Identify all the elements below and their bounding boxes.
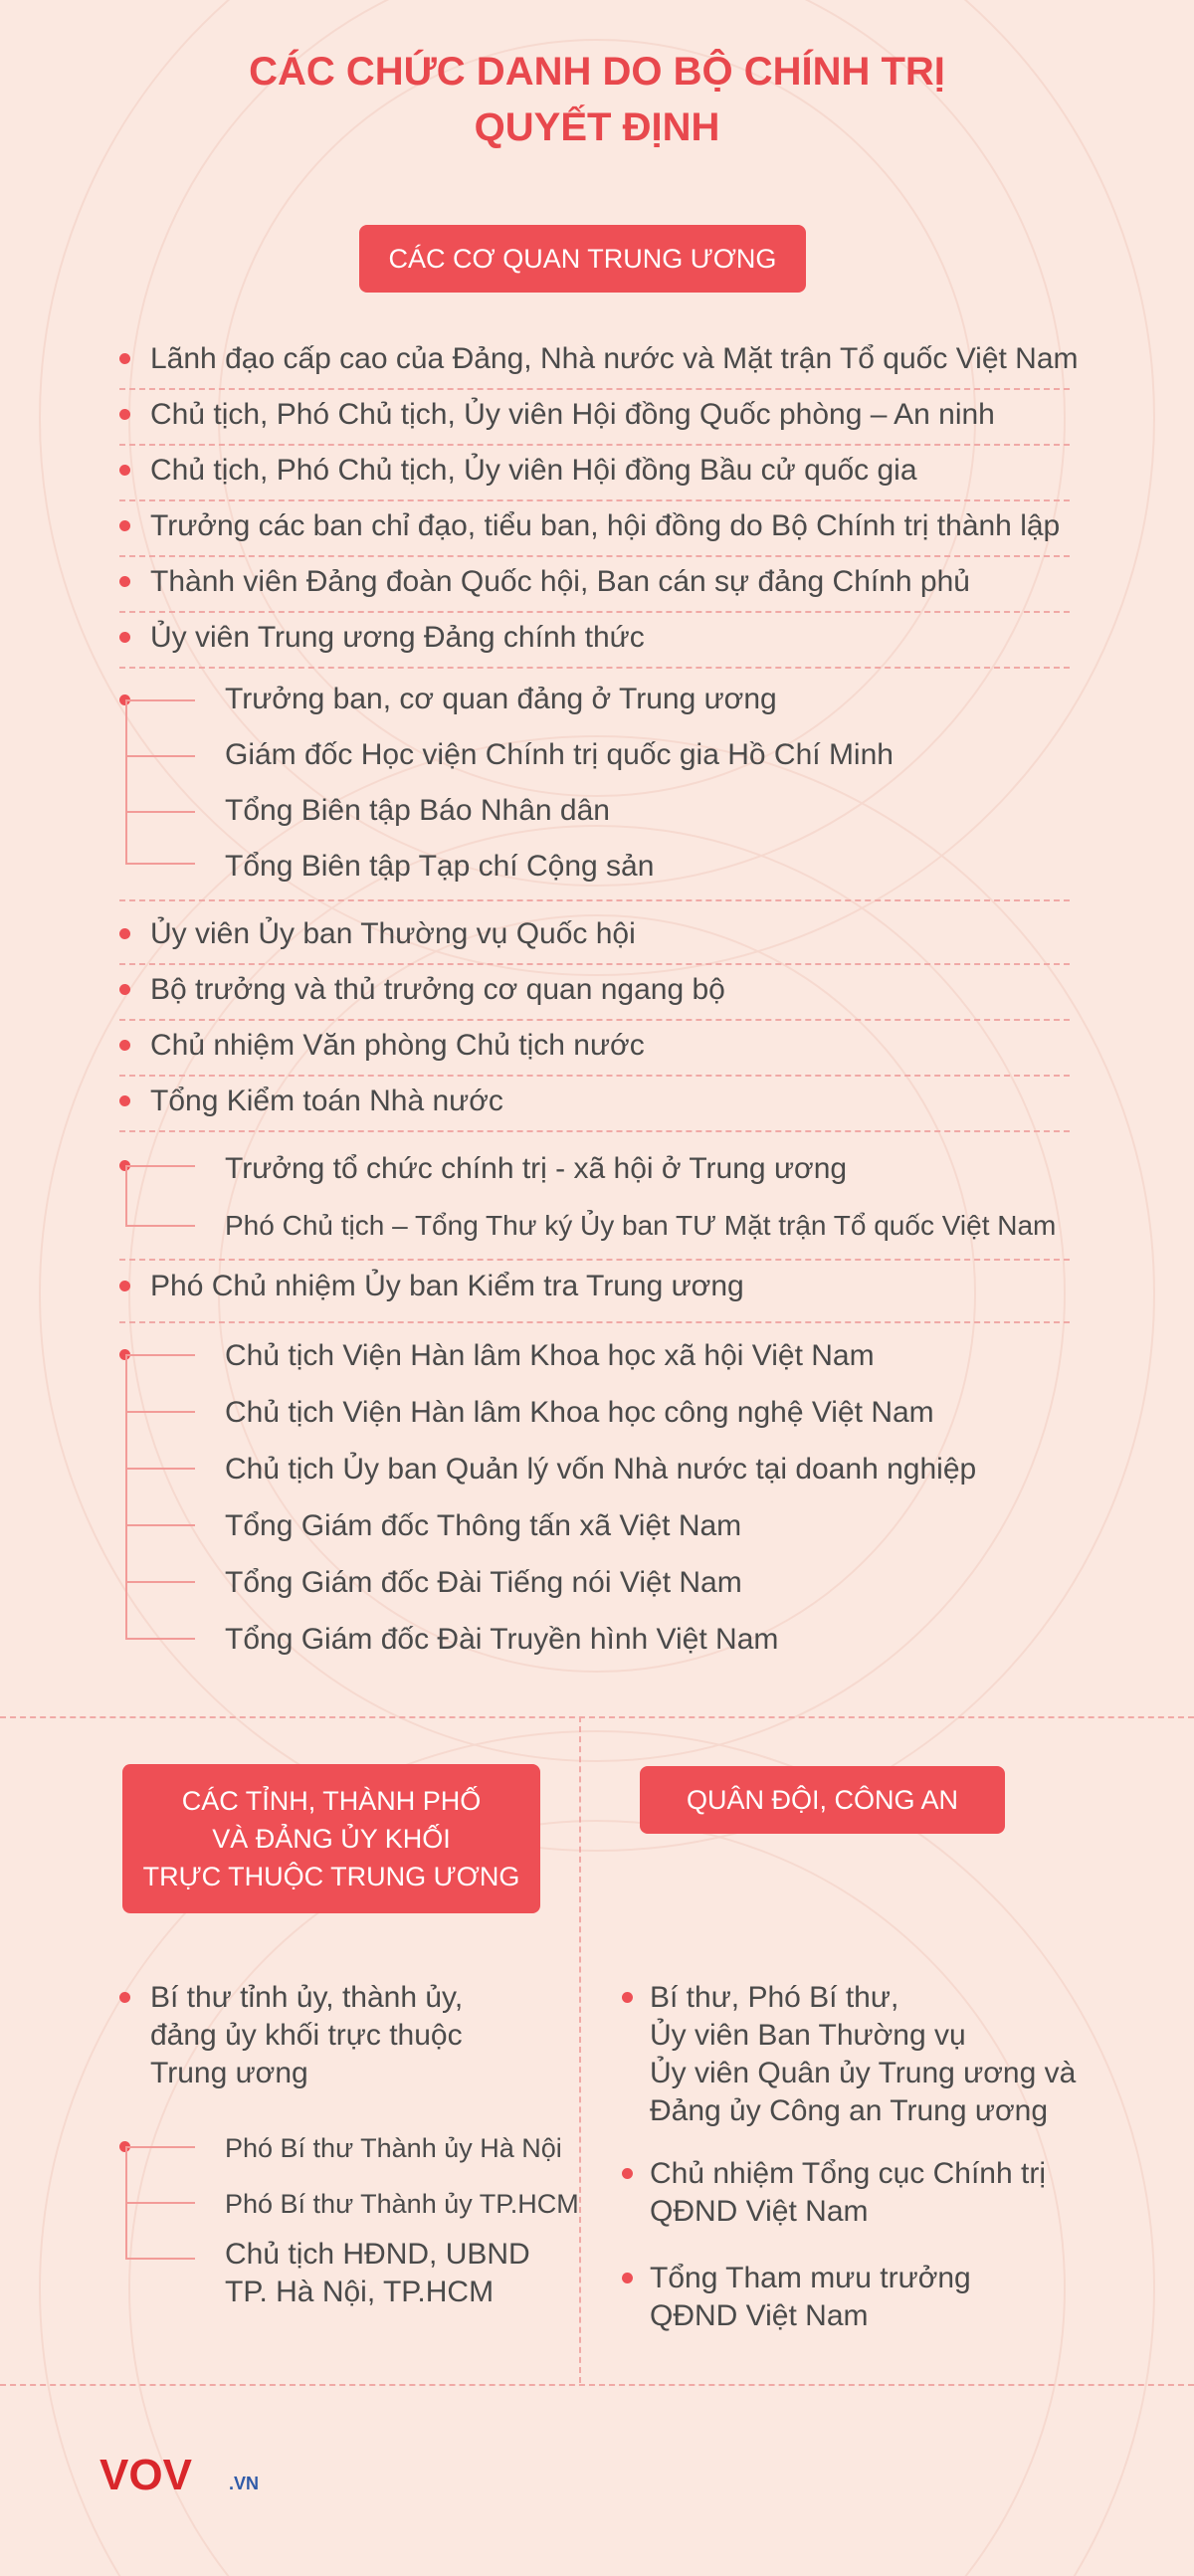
military-item2-line1: Chủ nhiệm Tổng cục Chính trị [650, 2157, 1046, 2190]
vov-logo-text: VOV [100, 2451, 192, 2499]
divider [119, 667, 1070, 669]
divider [119, 1130, 1070, 1132]
divider [119, 963, 1070, 965]
list-item: Bộ trưởng và thủ trưởng cơ quan ngang bộ [150, 973, 725, 1006]
tree-branch [125, 863, 195, 865]
tree-branch [125, 1581, 195, 1583]
bullet-dot [119, 520, 130, 531]
divider [119, 1075, 1070, 1077]
sub-item: Tổng Biên tập Tạp chí Cộng sản [225, 850, 655, 883]
province-item-line2: đảng ủy khối trực thuộc [150, 2019, 463, 2052]
vov-logo-suffix: .VN [229, 2474, 260, 2493]
provinces-badge-line1: CÁC TỈNH, THÀNH PHỐ [181, 1786, 482, 1816]
divider [119, 611, 1070, 613]
list-item: Chủ tịch, Phó Chủ tịch, Ủy viên Hội đồng Bầu cử quốc gia [150, 454, 917, 487]
bullet-dot [119, 1992, 130, 2003]
province-sub-item: Phó Bí thư Thành ủy TP.HCM [225, 2189, 579, 2219]
bullet-dot [119, 353, 130, 364]
tree-branch [125, 2202, 195, 2204]
military-item1-line3: Ủy viên Quân ủy Trung ương và [650, 2057, 1077, 2089]
tree-branch [125, 699, 195, 701]
tree-branch [125, 755, 195, 757]
bullet-dot [119, 465, 130, 476]
provinces-badge [122, 1764, 540, 1913]
tree-branch [125, 811, 195, 813]
province-sub-item-line2: TP. Hà Nội, TP.HCM [225, 2276, 495, 2308]
sub-item: Tổng Biên tập Báo Nhân dân [225, 794, 610, 827]
bullet-dot [119, 632, 130, 643]
divider [119, 388, 1070, 390]
tree-branch [125, 1524, 195, 1526]
divider [119, 499, 1070, 501]
sub-item: Chủ tịch Viện Hàn lâm Khoa học xã hội Việt Nam [225, 1339, 875, 1372]
tree-branch [125, 1638, 195, 1640]
bullet-dot [119, 984, 130, 995]
tree-branch [125, 1468, 195, 1470]
military-item2-line2: QĐND Việt Nam [650, 2195, 869, 2228]
sub-item: Giám đốc Học viện Chính trị quốc gia Hồ Chí Minh [225, 738, 894, 771]
military-item1-line1: Bí thư, Phó Bí thư, [650, 1981, 899, 2014]
divider [119, 444, 1070, 446]
section-divider [0, 1716, 1194, 1718]
military-item1-line4: Đảng ủy Công an Trung ương [650, 2094, 1049, 2127]
province-item-line3: Trung ương [150, 2057, 308, 2089]
sub-item: Chủ tịch Ủy ban Quản lý vốn Nhà nước tại doanh nghiệp [225, 1453, 977, 1486]
central-agencies-badge: CÁC CƠ QUAN TRUNG ƯƠNG [359, 225, 806, 293]
list-item: Tổng Kiểm toán Nhà nước [150, 1085, 503, 1117]
sub-item: Tổng Giám đốc Thông tấn xã Việt Nam [225, 1509, 742, 1542]
list-item: Phó Chủ nhiệm Ủy ban Kiểm tra Trung ương [150, 1270, 744, 1302]
province-sub-item: Phó Bí thư Thành ủy Hà Nội [225, 2133, 562, 2163]
tree-branch [125, 1354, 195, 1356]
divider [119, 555, 1070, 557]
list-item: Chủ nhiệm Văn phòng Chủ tịch nước [150, 1029, 645, 1062]
bullet-dot [119, 928, 130, 939]
bullet-dot [119, 1040, 130, 1051]
bullet-dot [119, 1095, 130, 1106]
section-divider [0, 2384, 1194, 2386]
provinces-badge-line2: VÀ ĐẢNG ỦY KHỐI [212, 1824, 451, 1854]
tree-branch [125, 2258, 195, 2260]
list-item: Thành viên Đảng đoàn Quốc hội, Ban cán sự đảng Chính phủ [150, 565, 970, 598]
military-item3-line2: QĐND Việt Nam [650, 2299, 869, 2332]
bullet-dot [622, 1992, 633, 2003]
provinces-badge-line3: TRỰC THUỘC TRUNG ƯƠNG [142, 1862, 520, 1891]
tree-line [125, 1165, 127, 1225]
bullet-dot [622, 2273, 633, 2283]
tree-branch [125, 1225, 195, 1227]
divider [119, 1259, 1070, 1261]
military-badge: QUÂN ĐỘI, CÔNG AN [640, 1766, 1005, 1834]
province-sub-item-line1: Chủ tịch HĐND, UBND [225, 2238, 530, 2271]
sub-item: Tổng Giám đốc Đài Truyền hình Việt Nam [225, 1623, 779, 1656]
divider [119, 1321, 1070, 1323]
sub-item: Tổng Giám đốc Đài Tiếng nói Việt Nam [225, 1566, 742, 1599]
bullet-dot [622, 2168, 633, 2179]
list-item: Ủy viên Ủy ban Thường vụ Quốc hội [150, 917, 636, 950]
tree-line [125, 699, 127, 864]
sub-item: Chủ tịch Viện Hàn lâm Khoa học công nghệ Việt Nam [225, 1396, 934, 1429]
bullet-dot [119, 1281, 130, 1291]
column-divider [579, 1716, 581, 2383]
tree-line [125, 1354, 127, 1639]
sub-item: Trưởng tổ chức chính trị - xã hội ở Trung ương [225, 1152, 848, 1185]
list-item: Chủ tịch, Phó Chủ tịch, Ủy viên Hội đồng Quốc phòng – An ninh [150, 398, 995, 431]
list-item: Lãnh đạo cấp cao của Đảng, Nhà nước và Mặt trận Tổ quốc Việt Nam [150, 342, 1079, 375]
tree-branch [125, 2146, 195, 2148]
list-item: Trưởng các ban chỉ đạo, tiểu ban, hội đồng do Bộ Chính trị thành lập [150, 509, 1061, 542]
vov-logo [100, 2450, 269, 2499]
sub-item: Trưởng ban, cơ quan đảng ở Trung ương [225, 683, 777, 715]
bullet-dot [119, 576, 130, 587]
military-item3-line1: Tổng Tham mưu trưởng [650, 2262, 971, 2294]
bullet-dot [119, 409, 130, 420]
military-item1-line2: Ủy viên Ban Thường vụ [650, 2019, 966, 2052]
tree-branch [125, 1165, 195, 1167]
divider [119, 899, 1070, 901]
page-title-line1: CÁC CHỨC DANH DO BỘ CHÍNH TRỊ [249, 50, 945, 94]
province-item-line1: Bí thư tỉnh ủy, thành ủy, [150, 1981, 464, 2014]
tree-branch [125, 1411, 195, 1413]
divider [119, 1019, 1070, 1021]
list-item: Ủy viên Trung ương Đảng chính thức [150, 621, 645, 654]
page-title-line2: QUYẾT ĐỊNH [474, 105, 720, 149]
sub-item: Phó Chủ tịch – Tổng Thư ký Ủy ban TƯ Mặt trận Tổ quốc Việt Nam [225, 1210, 1057, 1241]
